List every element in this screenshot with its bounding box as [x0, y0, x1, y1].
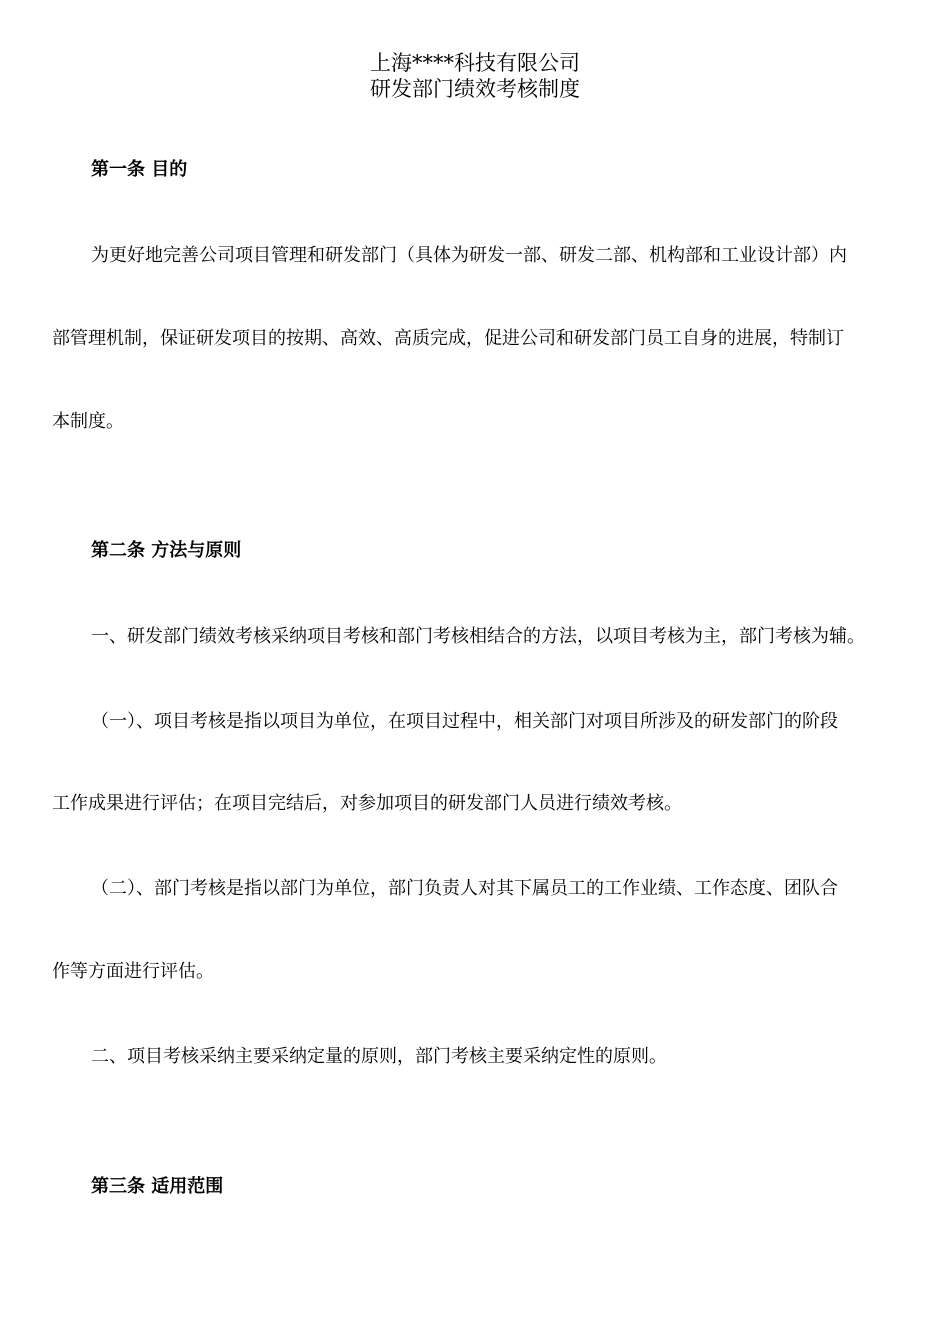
article1-line2: 部管理机制，保证研发项目的按期、高效、高质完成，促进公司和研发部门员工自身的进展，特制订: [52, 328, 844, 349]
article1-line1: 为更好地完善公司项目管理和研发部门（具体为研发一部、研发二部、机构部和工业设计部）内: [91, 245, 847, 266]
article1-line3: 本制度。: [52, 411, 124, 432]
article2-sub2-line1: （二）、部门考核是指以部门为单位，部门负责人对其下属员工的工作业绩、工作态度、团队合: [91, 878, 838, 899]
article3-heading: 第三条 适用范围: [91, 1176, 224, 1197]
article1-heading: 第一条 目的: [91, 159, 188, 180]
article2-sub1-line2: 工作成果进行评估；在项目完结后，对参加项目的研发部门人员进行绩效考核。: [52, 793, 682, 814]
article2-item2: 二、项目考核采纳主要采纳定量的原则，部门考核主要采纳定性的原则。: [91, 1046, 667, 1067]
article2-heading: 第二条 方法与原则: [91, 540, 242, 561]
article2-item1: 一、研发部门绩效考核采纳项目考核和部门考核相结合的方法，以项目考核为主，部门考核为辅。: [91, 626, 865, 647]
company-title: 上海****科技有限公司: [370, 51, 580, 75]
document-title: 研发部门绩效考核制度: [370, 77, 580, 101]
article2-sub2-line2: 作等方面进行评估。: [52, 961, 214, 982]
article2-sub1-line1: （一）、项目考核是指以项目为单位，在项目过程中，相关部门对项目所涉及的研发部门的阶段: [91, 711, 838, 732]
